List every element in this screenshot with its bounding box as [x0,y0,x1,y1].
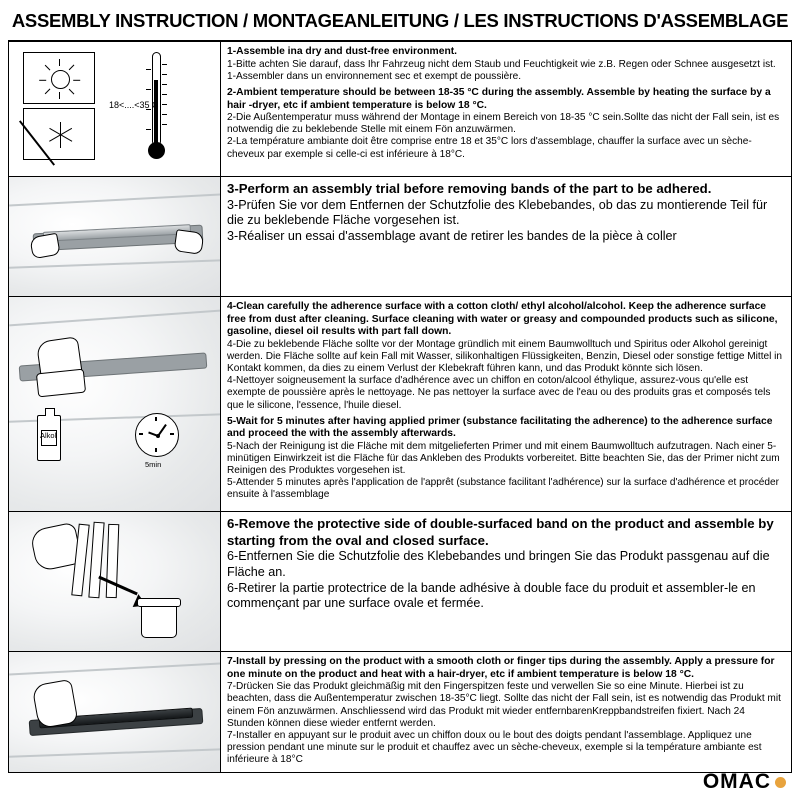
instruction-fr: 6-Retirer la partie protectrice de la bande adhésive à double face du produit et assembler-le en commençant par une surface ovale et fermée. [227,580,756,611]
illustration-remove-protective-film [9,512,221,651]
instruction-en: 6-Remove the protective side of double-surfaced band on the product and assemble by starting from the oval and closed surface. [227,516,774,548]
sun-ray [45,89,51,95]
instruction-de: 3-Prüfen Sie vor dem Entfernen der Schutzfolie des Klebebandes, ob das zu montierende Teil für die zu beklebende Fläche vorgesehen ist. [227,197,768,228]
car-background [9,297,220,511]
illustration-cleaning-cloth-alcohol-timer [9,297,221,511]
bottle-label: Alkol [40,431,57,440]
instruction-en: 4-Clean carefully the adherence surface with a cotton cloth/ ethyl alcohol/alcohol. Keep the adherence surface free from dust after cleaning. Surface cleaning with water or greasy and compounded products such as silicone, gasoline, diesel oil results with part fall down. [227,301,778,338]
temperature-range-label: 18<....<35 C [109,100,159,110]
sun-ray [73,80,80,81]
sun-panel [23,52,95,104]
instruction-en: 3-Perform an assembly trial before removing bands of the part to be adhered. [227,181,712,196]
sun-ray [59,59,60,66]
instruction-fr: 2-La température ambiante doit être comprise entre 18 et 35°C lors d'assemblage, chauffer la surface avec un sèche-cheveux par exemple si celle-ci est inférieure à 18°C. [227,136,752,160]
steps-table [8,42,792,773]
sun-ray [39,80,46,81]
hand-right [174,229,205,255]
illustration-press-product [9,652,221,772]
instruction-de: 2-Die Außentemperatur muss während der Montage in einem Bereich von 18-35 °C sein.Sollte das nicht der Fall sein, ist es notwendig die zu beklebende Stelle mit einem Fön anzuwärmen. [227,112,780,136]
table-row [9,297,791,512]
cleaning-cloth [36,369,86,398]
instruction-block [227,46,785,83]
instruction-de: 6-Entfernen Sie die Schutzfolie des Klebebandes und bringen Sie das Produkt passgenau auf die Fläche an. [227,549,770,579]
instruction-de: 5-Nach der Reinigung ist die Fläche mit dem mitgelieferten Primer und mit einem Baumwolltuch aufzutragen. Nach einer 5-minütigen Einwirkzeit ist die Fläche für das Ankleben des Produkts vorbereitet. Bitte beachten Sie, das der Primer nicht zum Reinigen des Produktes vorgesehen ist. [227,440,780,477]
instruction-de: 1-Bitte achten Sie darauf, dass Ihr Fahrzeug nicht dem Staub und Feuchtigkeit wie z.B. Regen oder Schnee ausgesetzt ist. [227,58,776,70]
hand-pressing [31,679,78,729]
table-row [9,42,791,177]
instruction-fr: 1-Assembler dans un environnement sec et exempt de poussière. [227,70,522,82]
no-snow-panel [23,108,95,160]
instruction-block [227,181,785,245]
table-row [9,512,791,652]
step-2-text [221,177,791,296]
sun-ray [59,92,60,99]
waste-bin-icon [141,604,177,638]
table-row [9,652,791,772]
brand-logo [703,770,786,794]
brand-dot-icon [775,777,786,788]
instruction-de: 4-Die zu beklebende Fläche sollte vor der Montage gründlich mit einem Baumwolltuch und Spiritus oder Alkohol gereinigt werden. Die Fläche sollte auf kein Fall mit Wasser, silikonhaltigen Flüssigkeiten, Benzin, Diesel oder sonstige fettige Mittel in Kontakt kommen, da dies zu einem Verlust der Klebekraft führen kann, und das Produkt könnte sich lösen. [227,338,783,375]
step-1-text [221,42,791,176]
sun-ray [69,89,75,95]
instruction-block [227,87,785,161]
instruction-block [227,301,785,412]
step-5-text [221,652,791,772]
brand-name: OMAC [702,770,771,793]
step-4-text [221,512,791,651]
page-title: ASSEMBLY INSTRUCTION / MONTAGEANLEITUNG / LES INSTRUCTIONS D'ASSEMBLAGE [11,10,789,31]
instruction-en: 2-Ambient temperature should be between 18-35 °C during the assembly. Assemble by heating the surface by a hair -dryer, etc if ambient temperature is below 18 °C. [227,86,771,111]
instruction-block [227,516,785,612]
waste-bin-lid [137,598,181,607]
instruction-fr: 4-Nettoyer soigneusement la surface d'adhérence avec un chiffon en coton/alcool éthylique, assurez-vous qu'elle est exempte de poussière après le nettoyage. Ne pas nettoyer la surface avec de l'eau ou des produits gras et composés tels que le silicone, l'essence, l'huile diesel. [227,375,771,411]
instruction-de: 7-Drücken Sie das Produkt gleichmäßig mit den Fingerspitzen feste und verwellen Sie so eine Minute. Hierbei ist zu beachten, dass die Außentemperatur zwischen 18-35°C liegt. Sollte das nicht der Fall sein, ist es notwendig das Produkt mit einem Fön anzuwärmen. Anschliessend wird das Produkt mit wieder entfernbarenKreppbandstreifen fixiert. Nach 24 Stunden können diese wieder entfernt werden. [227,681,781,729]
instruction-fr: 3-Réaliser un essai d'assemblage avant de retirer les bandes de la pièce à coller [227,229,677,244]
sun-ray [69,65,75,71]
sun-ray [45,65,51,71]
timer-label: 5min [145,460,162,469]
snowflake-icon [46,122,74,148]
instruction-en: 1-Assemble ina dry and dust-free environment. [227,46,458,57]
table-row [9,177,791,297]
instruction-block [227,416,785,502]
instruction-fr: 7-Installer en appuyant sur le produit avec un chiffon doux ou le bout des doigts pendant l'assemblage. Appliquez une pression pendant une minute sur le produit et chauffez avec un sèche-cheveux, exemple si la température ambiante est inférieure à 18°C [227,729,762,765]
sun-icon [51,70,70,89]
instruction-en: 5-Wait for 5 minutes after having applied primer (substance facilitating the adherence) to the adherence surface and proceed the with the assembly afterwards. [227,415,773,440]
step-3-text [221,297,791,511]
timer-icon [135,413,179,457]
illustration-door-sill-trial-fit [9,177,221,296]
instruction-block [227,656,785,766]
instruction-en: 7-Install by pressing on the product with a smooth cloth or finger tips during the assembly. Apply a pressure for one minute on the product and heat with a hair-dryer, etc if ambient temperature is below 18 °C. [227,656,775,680]
illustration-sun-snowflake-thermometer [9,42,221,176]
instruction-fr: 5-Attender 5 minutes après l'application de l'apprêt (substance facilitant l'adhérence) sur la surface d'adhérence et procéder ensuite à l'assemblage [227,477,779,501]
